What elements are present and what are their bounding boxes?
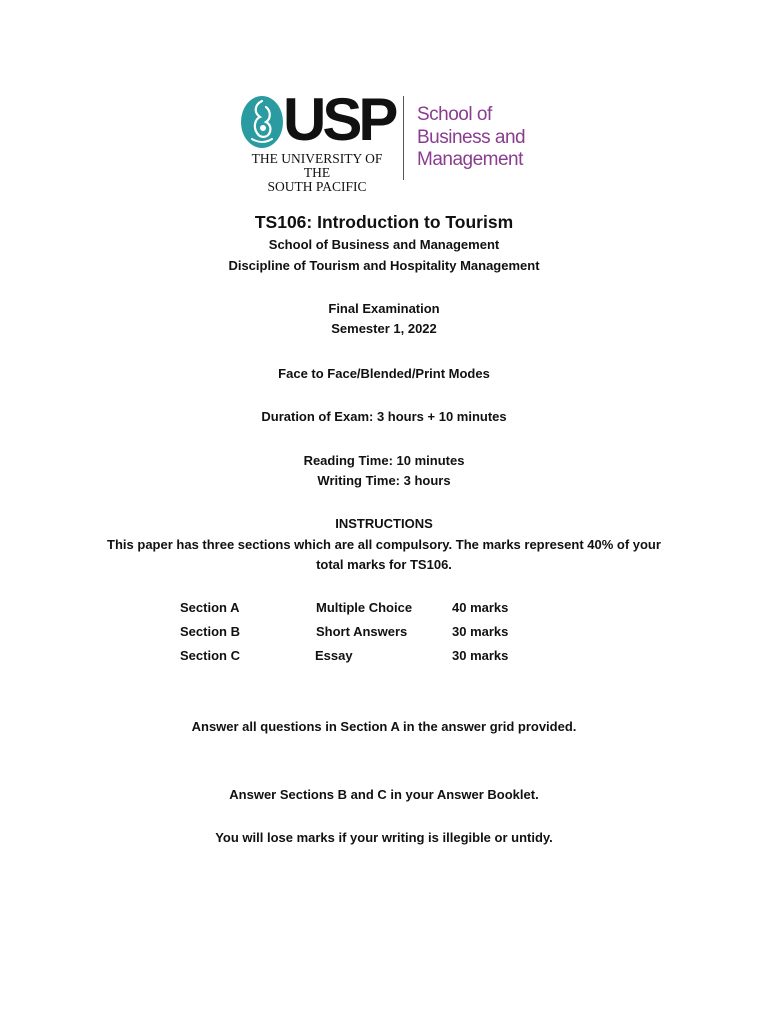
- section-type: Multiple Choice: [316, 600, 413, 615]
- usp-wordmark: USP: [283, 86, 395, 153]
- university-name-line1: THE UNIVERSITY OF THE: [251, 151, 383, 180]
- school-name-line3: Management: [417, 149, 523, 170]
- section-type: Short Answers: [316, 624, 408, 639]
- school-name-line1: School of: [417, 104, 492, 125]
- section-marks: 30 marks: [452, 624, 509, 639]
- reading-time: Reading Time: 10 minutes: [303, 453, 465, 468]
- section-label: Section A: [180, 600, 240, 615]
- delivery-modes: Face to Face/Blended/Print Modes: [278, 366, 490, 381]
- section-type: Essay: [315, 648, 353, 663]
- university-name: [241, 152, 393, 194]
- exam-type: Final Examination: [328, 301, 440, 316]
- section-marks: 30 marks: [452, 648, 509, 663]
- exam-duration: Duration of Exam: 3 hours + 10 minutes: [261, 409, 507, 424]
- school-name-logo: [417, 104, 525, 172]
- course-title: TS106: Introduction to Tourism: [254, 212, 514, 232]
- usp-sbm-logo: [239, 86, 539, 194]
- school-name-line2: Business and: [417, 126, 526, 148]
- note-section-a: Answer all questions in Section A in the answer grid provided.: [191, 719, 577, 734]
- section-label: Section B: [180, 624, 240, 639]
- note-sections-b-c: Answer Sections B and C in your Answer Booklet.: [229, 787, 539, 802]
- section-marks: 40 marks: [452, 600, 509, 615]
- logo-divider: [403, 96, 404, 180]
- usp-emblem-icon: [240, 93, 284, 149]
- writing-time: Writing Time: 3 hours: [317, 473, 451, 488]
- instructions-intro: This paper has three sections which are all compulsory. The marks represent 40% of your total marks for TS106.: [107, 537, 661, 572]
- university-name-line2: SOUTH PACIFIC: [267, 179, 367, 194]
- instructions-heading: INSTRUCTIONS: [335, 516, 433, 531]
- school-name: School of Business and Management: [268, 237, 500, 252]
- discipline-name: Discipline of Tourism and Hospitality Management: [228, 258, 540, 273]
- section-label: Section C: [180, 648, 240, 663]
- note-legibility: You will lose marks if your writing is illegible or untidy.: [215, 830, 553, 845]
- semester: Semester 1, 2022: [331, 321, 437, 336]
